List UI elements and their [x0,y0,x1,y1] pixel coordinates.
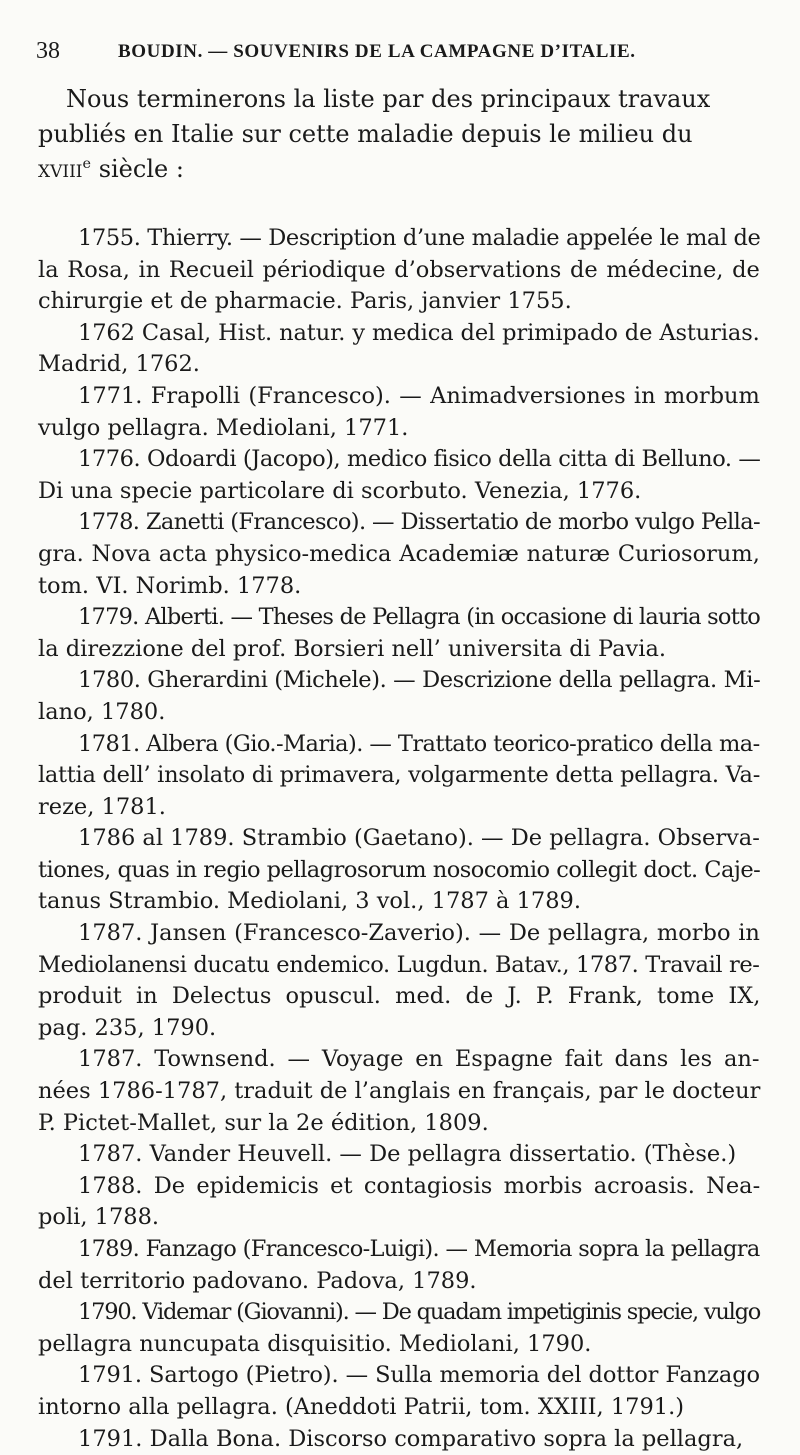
entry-line: lano, 1780. [38,698,166,725]
entry-line: la Rosa, in Recueil périodique d’observations de médecine, de [38,256,760,283]
bibliography-entry [38,318,760,381]
entry-line: 1788. De epidemicis et contagiosis morbis acroasis. Nea- [78,1172,761,1199]
entry-line: 1787. Townsend. — Voyage en Espagne fait dans les an- [78,1046,760,1073]
intro-line: Nous terminerons la liste par des principaux travaux [66,85,711,113]
bibliography-list [38,223,760,1455]
spacer [38,187,760,223]
entry-line: del territorio padovano. Padova, 1789. [38,1267,477,1294]
entry-line: tiones, quas in regio pellagrosorum nosocomio collegit doct. Caje- [38,856,761,883]
entry-line: 1791. Sartogo (Pietro). — Sulla memoria del dottor Fanzago [78,1362,761,1389]
entry-line: vulgo pellagra. Mediolani, 1771. [38,414,409,441]
entry-line: pag. 235, 1790. [38,1014,217,1041]
bibliography-entry [38,223,760,318]
intro-line-tail: siècle : [91,155,184,183]
entry-line: 1787. Vander Heuvell. — De pellagra dissertatio. (Thèse.) [78,1141,737,1168]
bibliography-entry [38,1424,760,1455]
entry-line: 1791. Dalla Bona. Discorso comparativo sopra la pellagra, [78,1425,744,1452]
entry-line: tanus Strambio. Mediolani, 3 vol., 1787 à 1789. [38,888,582,915]
intro-paragraph [38,82,760,187]
entry-line: poli, 1788. [38,1204,160,1231]
entry-line: Di una specie particolare di scorbuto. Venezia, 1776. [38,477,642,504]
entry-line: la direzzione del prof. Borsieri nell’ universita di Pavia. [38,635,667,662]
entry-line: 1779. Alberti. — Theses de Pellagra (in occasione di lauria sotto [78,604,761,631]
entry-line: 1776. Odoardi (Jacopo), medico fisico della citta di Belluno. — [78,446,761,473]
entry-line: lattia dell’ insolato di primavera, volgarmente detta pellagra. Va- [38,762,761,789]
entry-line: gra. Nova acta physico-medica Academiæ naturæ Curiosorum, [38,540,760,567]
entry-line: produit in Delectus opuscul. med. de J. P. Frank, tome IX, [38,983,761,1010]
page-body [38,82,760,1455]
entry-line: Madrid, 1762. [38,351,200,378]
bibliography-entry [38,1139,760,1171]
bibliography-entry [38,1044,760,1139]
entry-line: Mediolanensi ducatu endemico. Lugdun. Batav., 1787. Travail re- [38,951,760,978]
bibliography-entry [38,1171,760,1234]
bibliography-entry [38,665,760,728]
entry-line: 1778. Zanetti (Francesco). — Dissertatio de morbo vulgo Pella- [78,509,761,536]
entry-line: intorno alla pellagra. (Aneddoti Patrii, tom. XXIII, 1791.) [38,1393,685,1420]
entry-line: 1780. Gherardini (Michele). — Descrizione della pellagra. Mi- [78,667,761,694]
entry-line: pellagra nuncupata disquisitio. Mediolani, 1790. [38,1330,592,1357]
entry-line: P. Pictet-Mallet, sur la 2e édition, 1809. [38,1109,489,1136]
bibliography-entry [38,823,760,918]
entry-line: 1786 al 1789. Strambio (Gaetano). — De pellagra. Observa- [78,825,760,852]
bibliography-entry [38,918,760,1044]
superscript: e [82,156,92,172]
bibliography-entry [38,444,760,507]
entry-line: 1789. Fanzago (Francesco-Luigi). — Memoria sopra la pellagra [78,1236,760,1262]
bibliography-entry [38,507,760,602]
bibliography-entry [38,1360,760,1423]
entry-line: 1781. Albera (Gio.-Maria). — Trattato teorico-pratico della ma- [78,730,760,757]
page-number: 38 [36,38,60,64]
bibliography-entry [38,381,760,444]
century-numeral: xviii [38,155,83,183]
entry-line: 1762 Casal, Hist. natur. y medica del primipado de Asturias. [78,319,760,346]
intro-line [38,152,760,187]
entry-line: 1787. Jansen (Francesco-Zaverio). — De pellagra, morbo in [78,920,760,947]
entry-line: nées 1786-1787, traduit de l’anglais en français, par le docteur [38,1078,761,1105]
entry-line: 1755. Thierry. — Description d’une maladie appelée le mal de [78,225,761,251]
entry-line: reze, 1781. [38,793,166,820]
page-header [36,38,760,68]
running-title: BOUDIN. — SOUVENIRS DE LA CAMPAGNE D’ITALIE. [118,41,636,62]
entry-line: 1771. Frapolli (Francesco). — Animadversiones in morbum [78,382,760,409]
bibliography-entry [38,729,760,824]
entry-line: 1790. Videmar (Giovanni). — De quadam impetiginis specie, vulgo [78,1299,761,1326]
entry-line: tom. VI. Norimb. 1778. [38,572,302,599]
entry-line: chirurgie et de pharmacie. Paris, janvier 1755. [38,288,572,315]
bibliography-entry [38,1297,760,1360]
bibliography-entry [38,1234,760,1297]
intro-line: publiés en Italie sur cette maladie depuis le milieu du [38,120,693,148]
bibliography-entry [38,602,760,665]
